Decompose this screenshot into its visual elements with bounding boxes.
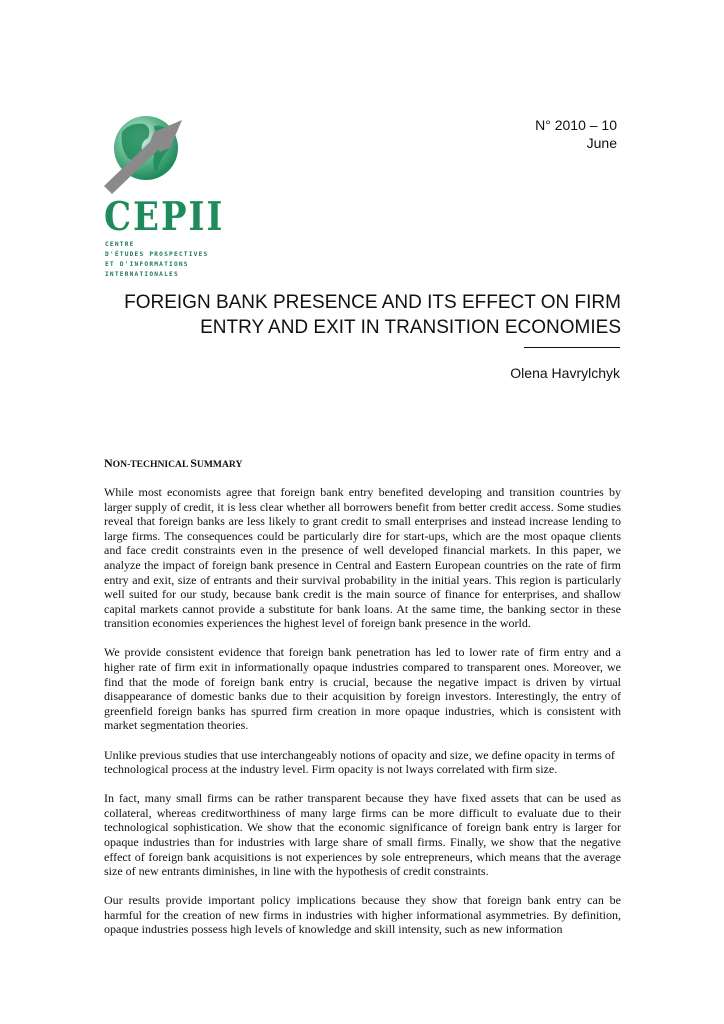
issue-info xyxy=(535,116,617,152)
paragraph: Our results provide important policy implications because they show that foreign bank entry can be harmful for the creation of new firms in industries with higher informational asymmetries. By definition, opaque industries possess high levels of knowledge and skill intensity, such as new information xyxy=(104,893,621,937)
section-heading: NON-TECHNICAL SUMMARY xyxy=(104,456,243,470)
cepii-subtitle: CENTRE D'ÉTUDES PROSPECTIVES ET D'INFORMATIONS INTERNATIONALES xyxy=(105,241,209,278)
title-line-2: ENTRY AND EXIT IN TRANSITION ECONOMIES xyxy=(200,317,621,338)
paragraph: We provide consistent evidence that foreign bank penetration has led to lower rate of firm entry and a higher rate of firm exit in informationally opaque industries compared to transparent ones. Moreover, we find that the mode of foreign bank entry is crucial, because the negative impact is driven by virtual disappearance of domestic banks due to their acquisition by foreign investors. Interestingly, the entry of greenfield foreign banks has spurred firm creation in more opaque industries, which is consistent with market segmentation theories. xyxy=(104,645,621,733)
title-divider xyxy=(524,347,620,348)
paper-title xyxy=(101,290,621,340)
globe-arrow-icon xyxy=(100,112,200,196)
author-name: Olena Havrylchyk xyxy=(510,365,620,381)
summary-body xyxy=(104,485,621,952)
cepii-logo xyxy=(100,112,225,282)
issue-month: June xyxy=(586,135,617,151)
cepii-wordmark: CEPII xyxy=(104,194,225,241)
issue-number: N° 2010 – 10 xyxy=(535,117,617,133)
paragraph: While most economists agree that foreign bank entry benefited developing and transition countries by larger supply of credit, it is less clear whether all borrowers benefit from better credit access. Some studies reveal that foreign banks are less likely to grant credit to small enterprises and instead increase lending to large firms. The consequences could be particularly dire for start-ups, which are the most opaque clients and face credit constraints even in the presence of well developed financial markets. In this paper, we analyze the impact of foreign bank presence in Central and Eastern European countries on the rate of firm entry and exit, size of entrants and their survival probability in the initial years. This region is particularly well suited for our study, because bank credit is the main source of finance for enterprises, and shallow capital markets cannot provide a substitute for bank loans. At the same time, the banking sector in these transition economies experiences the highest level of foreign bank presence in the world. xyxy=(104,485,621,631)
paragraph: Unlike previous studies that use interchangeably notions of opacity and size, we define opacity in terms of technological process at the industry level. Firm opacity is not lways correlated with firm size. xyxy=(104,747,615,777)
paragraph: In fact, many small firms can be rather transparent because they have fixed assets that can be used as collateral, whereas creditworthiness of many large firms can be more difficult to evaluate due to their technological sophistication. We show that the economic significance of foreign bank entry is larger for opaque industries than for industries with large share of small firms. Finally, we show that the negative effect of foreign bank acquisitions is not experiences by sole entrepreneurs, which means that the average size of new entrants diminishes, in line with the hypothesis of credit constraints. xyxy=(104,791,621,879)
title-line-1: FOREIGN BANK PRESENCE AND ITS EFFECT ON FIRM xyxy=(124,292,621,313)
